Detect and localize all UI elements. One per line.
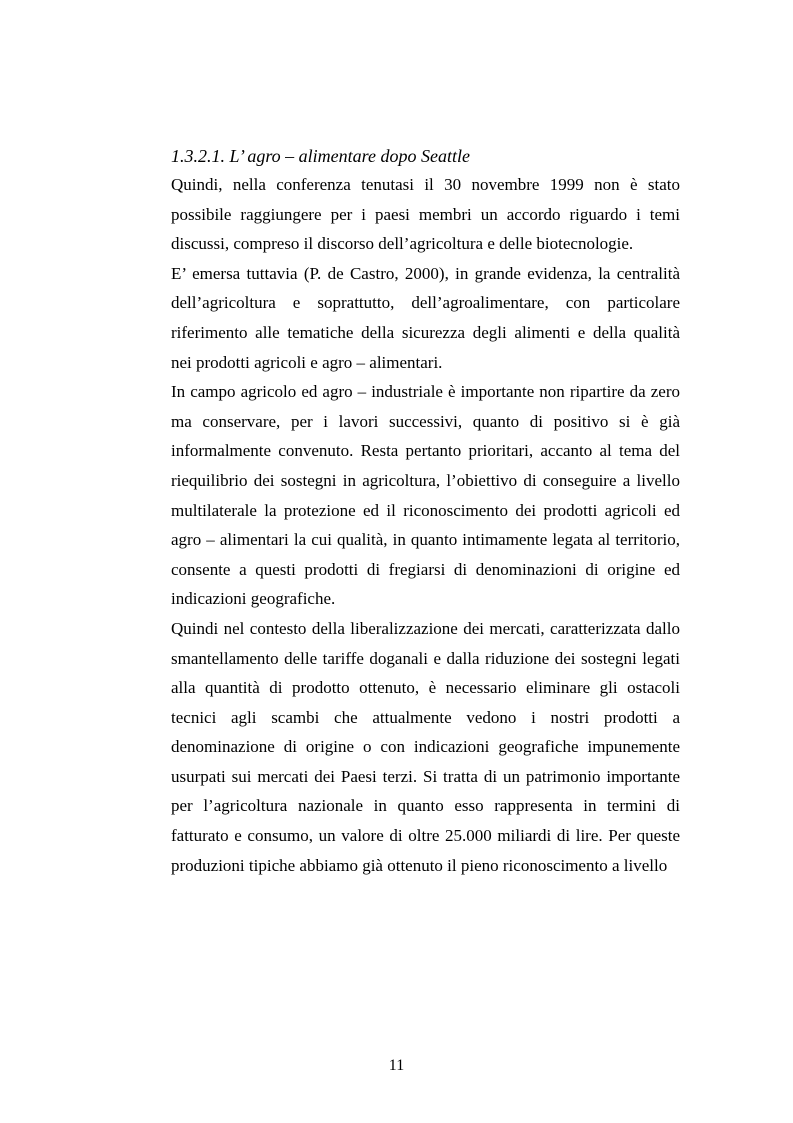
text-line: tecnici agli scambi che attualmente vedono i nostri prodotti a [171,707,680,727]
page-content [171,143,680,880]
text-line: agro – alimentari la cui qualità, in quanto intimamente legata al territorio, [171,530,680,550]
text-line: produzioni tipiche abbiamo già ottenuto il pieno riconoscimento a livello [171,855,668,875]
text-line: indicazioni geografiche. [171,589,336,609]
text-line: smantellamento delle tariffe doganali e dalla riduzione dei sostegni legati [171,648,680,668]
text-line: nei prodotti agricoli e agro – alimentari. [171,352,443,372]
text-line: informalmente convenuto. Resta pertanto prioritari, accanto al tema del [171,441,680,461]
text-line: consente a questi prodotti di fregiarsi di denominazioni di origine ed [171,559,680,579]
text-line: E’ emersa tuttavia (P. de Castro, 2000), in grande evidenza, la centralità [171,263,680,283]
text-line: dell’agricoltura e soprattutto, dell’agroalimentare, con particolare [171,293,680,313]
paragraph [171,614,680,880]
paragraph [171,377,680,614]
text-line: In campo agricolo ed agro – industriale è importante non ripartire da zero [171,382,680,402]
paragraph [171,259,680,377]
text-line: riferimento alle tematiche della sicurezza degli alimenti e della qualità [171,322,680,342]
text-line: discussi, compreso il discorso dell’agricoltura e delle biotecnologie. [171,234,634,254]
section-heading: 1.3.2.1. L’ agro – alimentare dopo Seattle [171,146,470,166]
text-line: denominazione di origine o con indicazioni geografiche impunemente [171,737,680,757]
text-line: possibile raggiungere per i paesi membri un accordo riguardo i temi [171,204,680,224]
page-number: 11 [388,1057,405,1074]
text-line: multilaterale la protezione ed il riconoscimento dei prodotti agricoli ed [171,500,680,520]
text-line: Quindi nel contesto della liberalizzazione dei mercati, caratterizzata dallo [171,618,680,638]
text-line: Quindi, nella conferenza tenutasi il 30 novembre 1999 non è stato [171,175,680,194]
text-line: usurpati sui mercati dei Paesi terzi. Si tratta di un patrimonio importante [171,766,680,786]
paragraph [171,170,680,259]
text-line: ma conservare, per i lavori successivi, quanto di positivo si è già [171,411,680,431]
text-line: alla quantità di prodotto ottenuto, è necessario eliminare gli ostacoli [171,678,680,698]
text-line: riequilibrio dei sostegni in agricoltura, l’obiettivo di conseguire a livello [171,470,680,490]
text-line: fatturato e consumo, un valore di oltre 25.000 miliardi di lire. Per queste [171,826,680,846]
text-line: per l’agricoltura nazionale in quanto esso rappresenta in termini di [171,796,680,816]
